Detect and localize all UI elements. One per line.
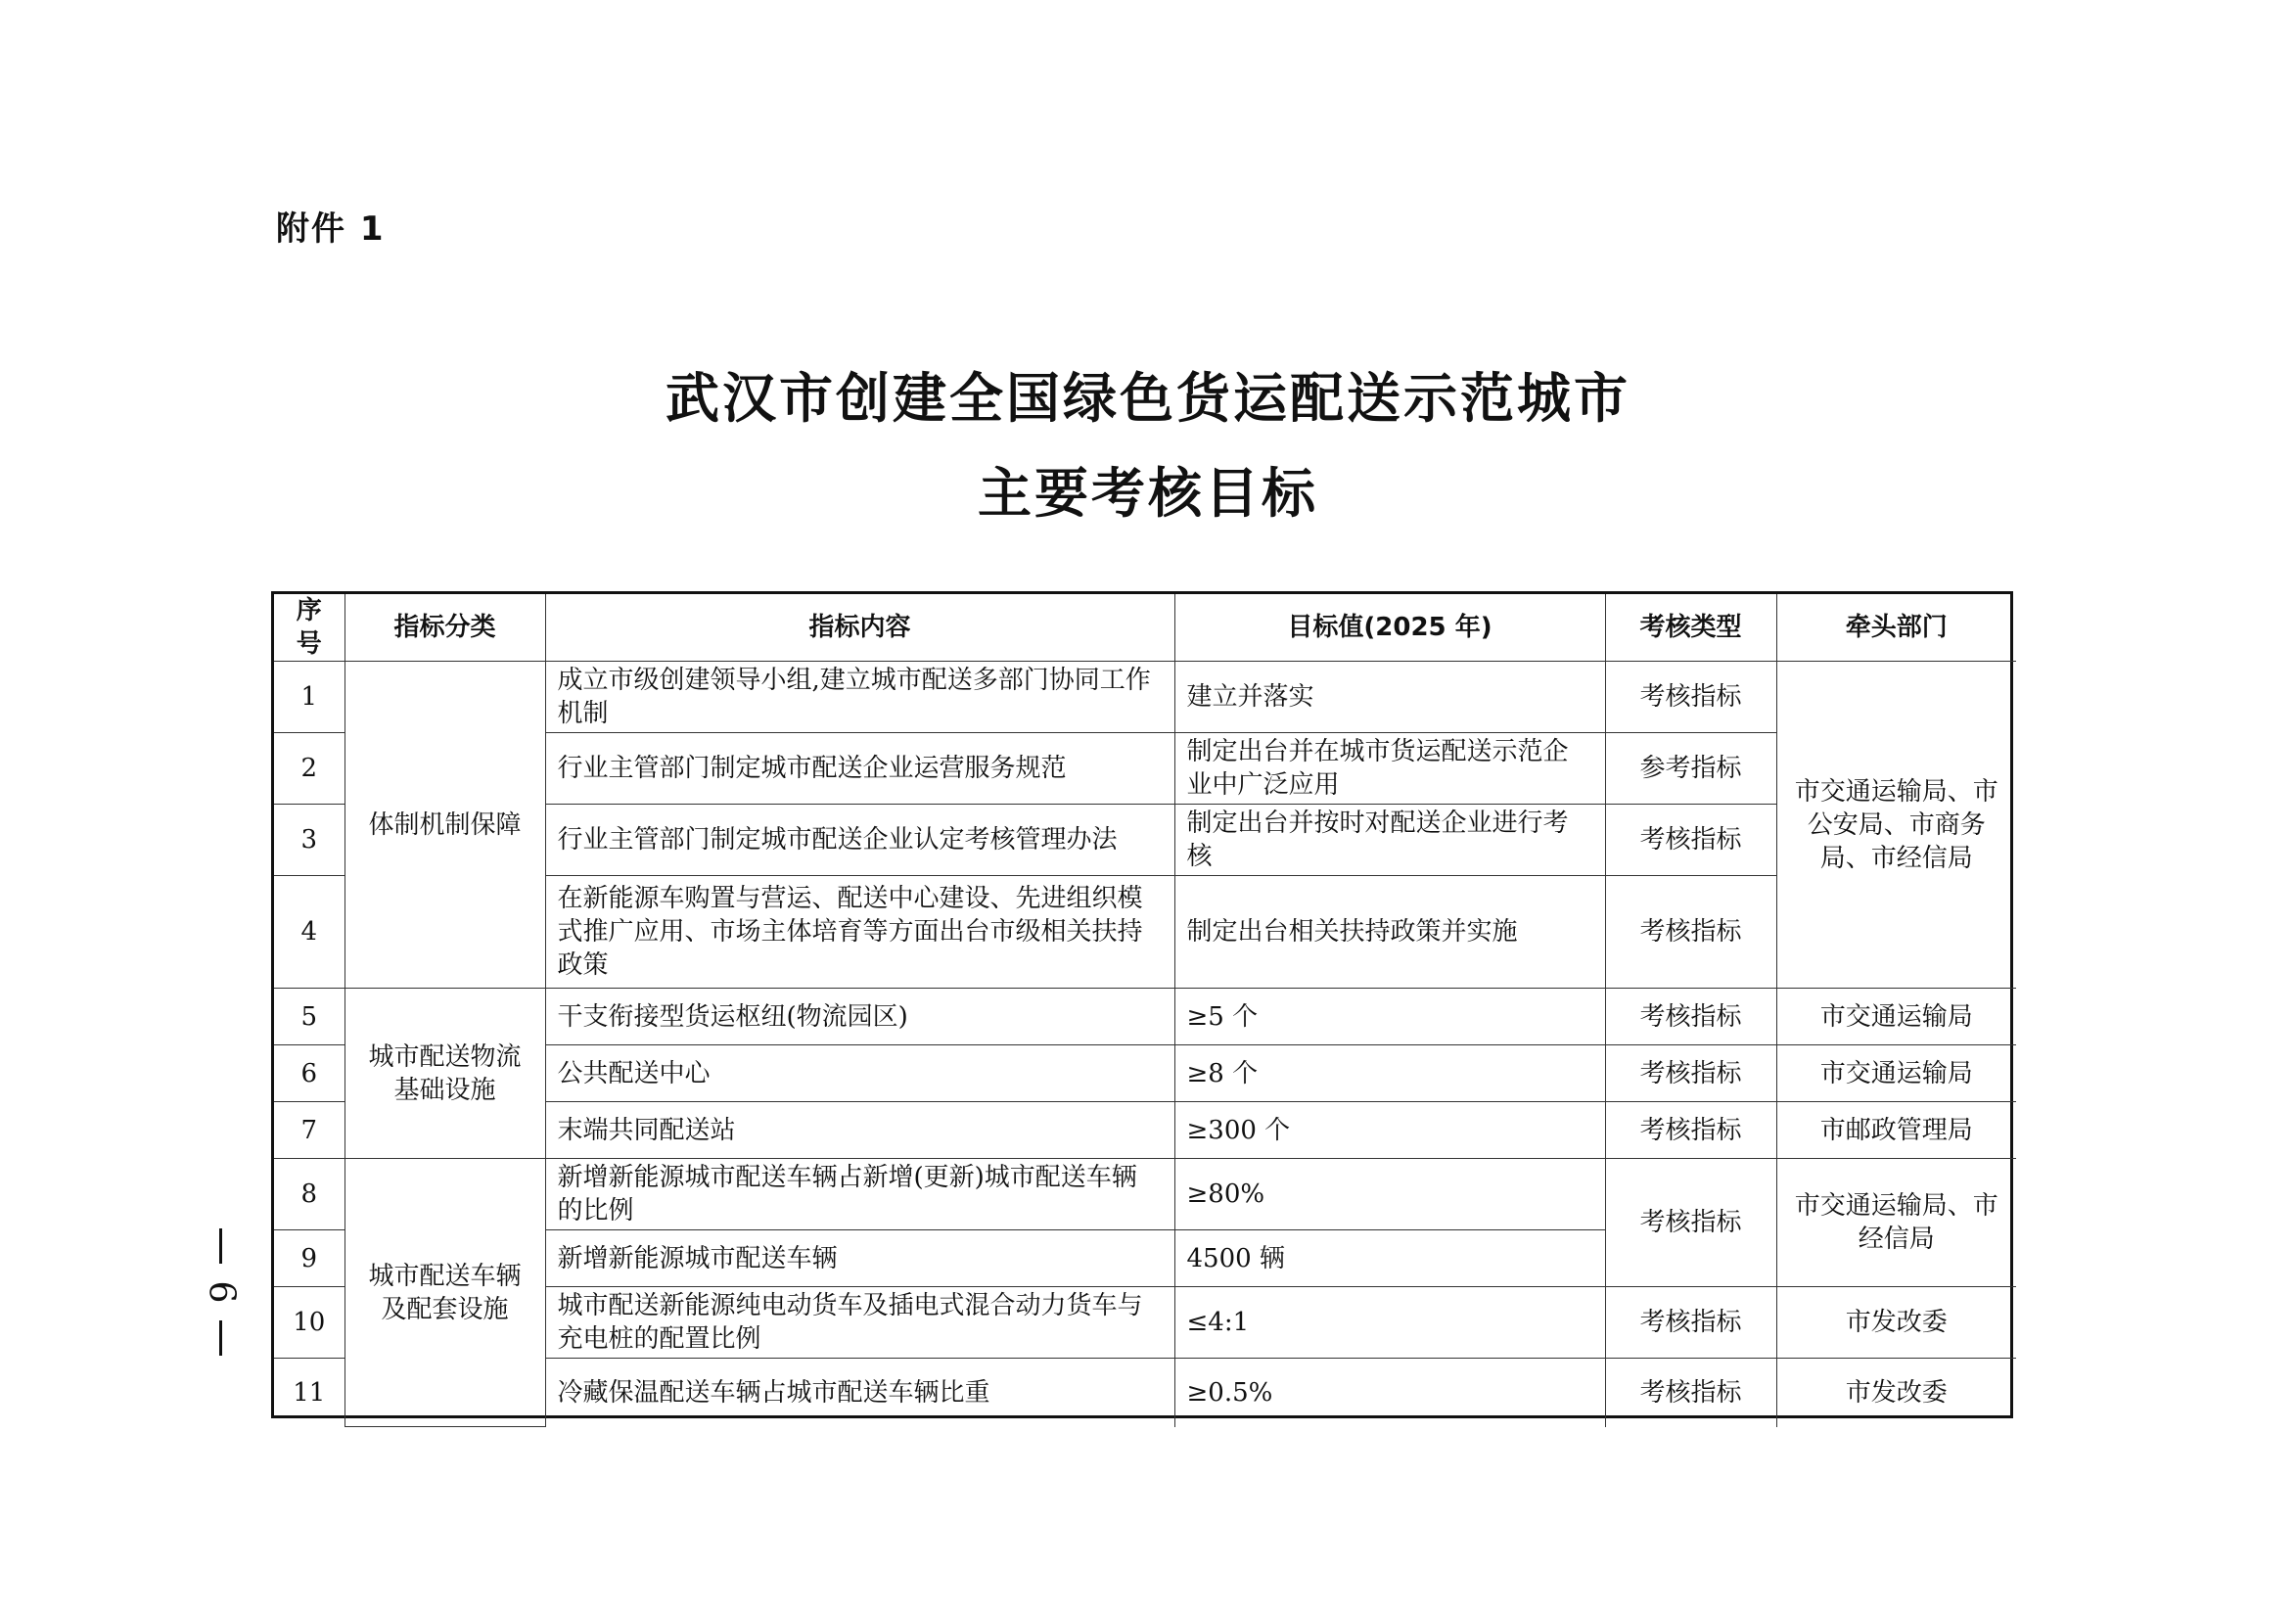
category-cell: 城市配送车辆及配套设施	[344, 1159, 545, 1427]
content-cell: 在新能源车购置与营运、配送中心建设、先进组织模式推广应用、市场主体培育等方面出台市级相关扶持政策	[545, 876, 1174, 989]
header-cell-target: 目标值(2025 年)	[1174, 594, 1605, 662]
row-number: 8	[274, 1159, 344, 1230]
category-cell: 城市配送物流基础设施	[344, 989, 545, 1159]
attachment-label: 附件 1	[276, 209, 386, 249]
content-cell: 冷藏保温配送车辆占城市配送车辆比重	[545, 1359, 1174, 1427]
type-cell: 考核指标	[1605, 1287, 1776, 1359]
row-number: 4	[274, 876, 344, 989]
content-cell: 新增新能源城市配送车辆占新增(更新)城市配送车辆的比例	[545, 1159, 1174, 1230]
row-number: 11	[274, 1359, 344, 1427]
type-cell: 考核指标	[1605, 1359, 1776, 1427]
type-cell: 考核指标	[1605, 1045, 1776, 1102]
document-title-line-2: 主要考核目标	[977, 462, 1318, 525]
target-cell: ≤4:1	[1174, 1287, 1605, 1359]
document-title-line-1: 武汉市创建全国绿色货运配送示范城市	[665, 367, 1630, 430]
type-cell: 考核指标	[1605, 1159, 1776, 1287]
target-cell: ≥80%	[1174, 1159, 1605, 1230]
target-cell: 4500 辆	[1174, 1230, 1605, 1287]
page-number	[201, 1228, 240, 1356]
type-cell: 考核指标	[1605, 876, 1776, 989]
row-number: 9	[274, 1230, 344, 1287]
table-row	[274, 1159, 2016, 1230]
target-cell: 建立并落实	[1174, 662, 1605, 733]
content-cell: 干支衔接型货运枢纽(物流园区)	[545, 989, 1174, 1045]
content-cell: 新增新能源城市配送车辆	[545, 1230, 1174, 1287]
content-cell: 公共配送中心	[545, 1045, 1174, 1102]
category-cell: 体制机制保障	[344, 662, 545, 989]
target-cell: ≥5 个	[1174, 989, 1605, 1045]
table-row	[274, 989, 2016, 1045]
dept-cell: 市发改委	[1776, 1359, 2016, 1427]
row-number: 2	[274, 733, 344, 805]
dept-cell: 市交通运输局、市经信局	[1776, 1159, 2016, 1287]
type-cell: 考核指标	[1605, 989, 1776, 1045]
dept-cell: 市发改委	[1776, 1287, 2016, 1359]
type-cell: 考核指标	[1605, 805, 1776, 876]
dept-cell: 市交通运输局	[1776, 1045, 2016, 1102]
header-cell-content: 指标内容	[545, 594, 1174, 662]
page-number-value: 6	[201, 1280, 241, 1304]
header-cell-dept: 牵头部门	[1776, 594, 2016, 662]
row-number: 3	[274, 805, 344, 876]
assessment-table-container	[271, 591, 2013, 1418]
content-cell: 成立市级创建领导小组,建立城市配送多部门协同工作机制	[545, 662, 1174, 733]
target-cell: ≥8 个	[1174, 1045, 1605, 1102]
type-cell: 参考指标	[1605, 733, 1776, 805]
row-number: 1	[274, 662, 344, 733]
row-number: 5	[274, 989, 344, 1045]
row-number: 7	[274, 1102, 344, 1159]
content-cell: 城市配送新能源纯电动货车及插电式混合动力货车与充电桩的配置比例	[545, 1287, 1174, 1359]
target-cell: 制定出台相关扶持政策并实施	[1174, 876, 1605, 989]
target-cell: 制定出台并按时对配送企业进行考核	[1174, 805, 1605, 876]
header-cell-category: 指标分类	[344, 594, 545, 662]
header-cell-type: 考核类型	[1605, 594, 1776, 662]
row-number: 10	[274, 1287, 344, 1359]
content-cell: 末端共同配送站	[545, 1102, 1174, 1159]
type-cell: 考核指标	[1605, 1102, 1776, 1159]
table-row	[274, 662, 2016, 733]
dept-cell: 市邮政管理局	[1776, 1102, 2016, 1159]
dept-cell: 市交通运输局、市公安局、市商务局、市经信局	[1776, 662, 2016, 989]
page-number-dash-bottom	[219, 1320, 222, 1356]
header-cell-no: 序号	[274, 594, 344, 662]
type-cell: 考核指标	[1605, 662, 1776, 733]
target-cell: ≥300 个	[1174, 1102, 1605, 1159]
page-number-dash-top	[219, 1228, 222, 1264]
assessment-targets-table	[274, 594, 2016, 1427]
dept-cell: 市交通运输局	[1776, 989, 2016, 1045]
content-cell: 行业主管部门制定城市配送企业认定考核管理办法	[545, 805, 1174, 876]
target-cell: ≥0.5%	[1174, 1359, 1605, 1427]
target-cell: 制定出台并在城市货运配送示范企业中广泛应用	[1174, 733, 1605, 805]
content-cell: 行业主管部门制定城市配送企业运营服务规范	[545, 733, 1174, 805]
table-header-row	[274, 594, 2016, 662]
row-number: 6	[274, 1045, 344, 1102]
